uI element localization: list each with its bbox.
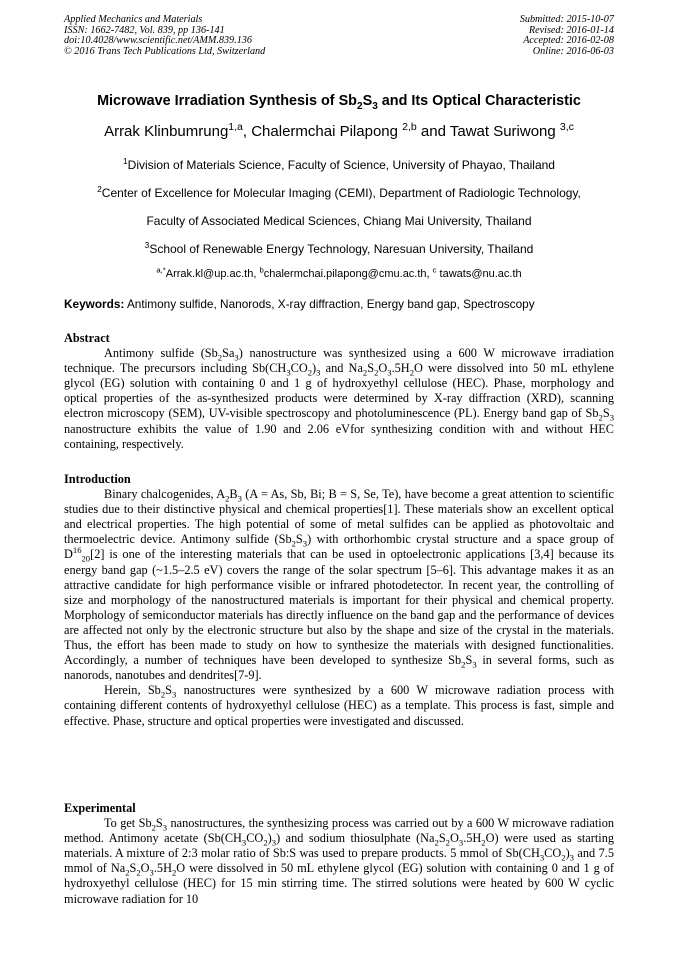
affiliation-3: [0, 242, 678, 256]
author-emails: [0, 265, 678, 280]
introduction-heading: Introduction: [64, 472, 131, 486]
author-name: , Chalermchai Pilapong: [242, 123, 403, 140]
keywords-text: Antimony sulfide, Nanorods, X-ray diffraction, Energy band gap, Spectroscopy: [124, 297, 535, 311]
introduction-section: [64, 472, 614, 729]
publication-dates: [520, 15, 614, 57]
affiliation-mark: 3: [144, 240, 150, 250]
paper-title: [0, 93, 678, 112]
email-address[interactable]: tawats@nu.ac.th: [436, 268, 522, 280]
email-address[interactable]: Arrak.kl@up.ac.th,: [165, 268, 260, 280]
keywords-label: Keywords:: [64, 297, 125, 311]
title-text: S: [362, 93, 373, 109]
author-list: [0, 123, 678, 140]
experimental-section: [64, 801, 614, 907]
date-submitted: Submitted: 2015-10-07: [519, 14, 614, 25]
date-online: Online: 2016-06-03: [532, 45, 614, 57]
abstract-heading: Abstract: [64, 331, 110, 345]
title-subscript: 3: [372, 100, 378, 112]
author-name: Arrak Klinbumrung: [104, 123, 229, 140]
author-affiliation-mark: 1,a: [228, 121, 243, 133]
email-mark: b: [259, 265, 264, 275]
author-affiliation-mark: 2,b: [402, 121, 417, 133]
email-mark: c: [432, 265, 437, 275]
abstract-section: [64, 331, 614, 452]
experimental-paragraph: To get $Sb_2S_3$ nanostructures, the synthesizing process was carried out by a 600 W microwave radiation method. Antimony acetate $(Sb(CH_3CO_2)_3)$ and sodium thiosulphate $(Na_2S_2O_3.5H_2O)$ were used as starting materials. A mixture of 2:3 molar ratio of Sb:S was used to prepare products. 5 mmol of $Sb(CH_3CO_2)_3$ and 7.5 mmol of $Na_2S_2O_3.5H_2O$ were dissolved in 50 mL ethylene glycol (EG) solution with containing 0 and 1 g of hydroxyethyl cellulose (HEC) for 15 min stirring time. The stirred solutions were heated by 600 W cyclic microwave radiation for 10: [64, 816, 614, 906]
affiliation-1: [0, 158, 678, 172]
journal-info: [64, 15, 265, 57]
introduction-paragraph-2: Herein, $Sb_2S_3$ nanostructures were synthesized by a 600 W microwave radiation process with containing different contents of hydroxyethyl cellulose (HEC) as a template. This process is fast, simple and effective. Phase, structure and optical properties were investigated and discussed.: [64, 683, 614, 728]
experimental-heading: Experimental: [64, 801, 136, 815]
author-affiliation-mark: 3,c: [559, 121, 574, 133]
affiliation-text: Faculty of Associated Medical Sciences, Chiang Mai University, Thailand: [146, 214, 532, 228]
date-revised: Revised: 2016-01-14: [528, 24, 614, 36]
affiliation-text: Center of Excellence for Molecular Imaging (CEMI), Department of Radiologic Technology,: [101, 186, 581, 200]
title-subscript: 2: [356, 100, 363, 112]
journal-copyright: © 2016 Trans Tech Publications Ltd, Switzerland: [64, 45, 266, 57]
title-text: and Its Optical Characteristic: [377, 93, 581, 109]
journal-issn: ISSN: 1662-7482, Vol. 839, pp 136-141: [64, 24, 225, 36]
affiliation-mark: 1: [123, 156, 128, 166]
affiliation-text: School of Renewable Energy Technology, Naresuan University, Thailand: [149, 242, 534, 256]
keywords: [64, 297, 618, 311]
date-accepted: Accepted: 2016-02-08: [523, 35, 614, 47]
affiliation-mark: 2: [97, 184, 102, 194]
email-address[interactable]: chalermchai.pilapong@cmu.ac.th,: [263, 268, 433, 280]
affiliation-2-continued: [0, 214, 678, 228]
abstract-paragraph: Antimony sulfide $(Sb_2Sa_3)$ nanostructure was synthesized using a 600 W microwave irradiation technique. The precursors including $Sb(CH_3CO_2)_3$ and $Na_2S_2O_3.5H_2O$ were dissolved into 50 mL ethylene glycol (EG) solution with containing 0 and 1 g of hydroxyethyl cellulose (HEC). Phase, morphology and optical properties of the as-synthesized products were determined by X-ray diffraction (XRD), scanning electron microscopy (SEM), UV-visible spectroscopy and photoluminescence (PL). Energy band gap of $Sb_2S_3$ nanostructure exhibits the value of 1.90 and 2.06 eVfor synthesizing condition with and without HEC containing, respectively.: [64, 346, 614, 451]
title-text: Microwave Irradiation Synthesis of Sb: [97, 93, 357, 109]
journal-doi: doi:10.4028/www.scientific.net/AMM.839.136: [64, 35, 252, 47]
journal-name: Applied Mechanics and Materials: [64, 14, 203, 25]
author-name: and Tawat Suriwong: [416, 123, 560, 140]
affiliation-2: [0, 186, 678, 200]
introduction-paragraph-1: Binary chalcogenides, $A_2B_3$ (A = As, Sb, Bi; B = S, Se, Te), have become a great attention to scientific studies due to their distinctive physical and chemical properties[1]. These materials show an excellent optical and electrical properties. The high potential of some of metal sulfides can be applied as photovoltaic and thermoelectric device. Antimony sulfide $(Sb_2S_3)$ with orthorhombic crystal structure and a space group of $D^{16}_{20}[2]$ is one of the interesting materials that can be used in optoelectronic applications [3,4] because its energy band gap (~1.5–2.5 eV) covers the range of the solar spectrum [5–6]. This advantage makes it as an attractive candidate for high performance visible or infrared photodetector. In recent year, the controlling of size and morphology of the nanostructured materials is important for their physical and chemical property. Morphology of semiconductor materials has directly influence on the band gap and the performance of devices are affected not only by the electronic structure but also by the shape and size of the crystal in the materials. Thus, the effort has been made to study on how to synthesize the materials with designed functionalities. Accordingly, a number of techniques have been developed to synthesize $Sb_2S_3$ in several forms, such as nanorods, nanotubes and dendrites[7-9].: [64, 487, 615, 683]
affiliation-text: Division of Materials Science, Faculty of Science, University of Phayao, Thailand: [127, 158, 555, 172]
email-mark: a,*: [156, 265, 166, 275]
